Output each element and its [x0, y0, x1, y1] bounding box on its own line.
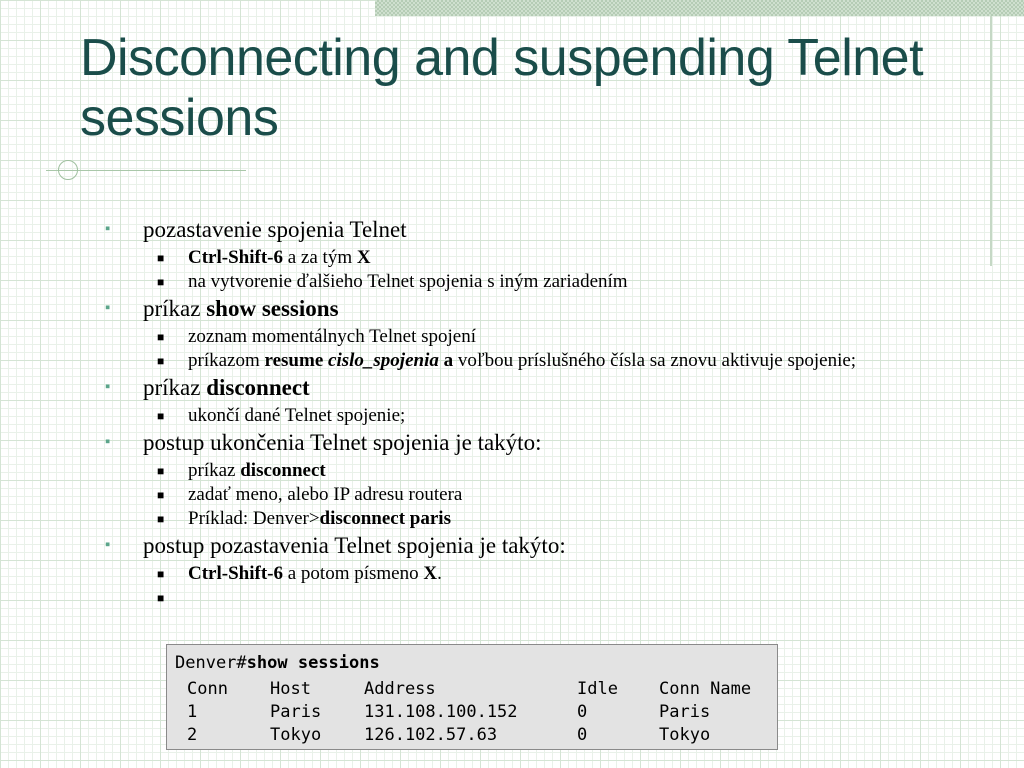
terminal-header-cell: Host: [270, 679, 311, 699]
terminal-row: [187, 702, 711, 724]
small-square-bullet-icon: ■: [157, 488, 165, 502]
bullet-text-segment: príkaz: [143, 296, 207, 321]
terminal-cell: 131.108.100.152: [364, 702, 518, 722]
terminal-cell: Paris: [659, 702, 711, 722]
square-bullet-icon: ▪: [105, 300, 111, 316]
square-bullet-icon: ▪: [105, 379, 111, 395]
bullet-text-segment: Príklad: Denver>: [188, 508, 320, 529]
square-bullet-icon: ▪: [105, 434, 111, 450]
terminal-header-cell: Address: [364, 679, 436, 699]
crosshair-circle-icon: [58, 160, 78, 180]
terminal-command: show sessions: [246, 653, 380, 673]
terminal-header-row: [187, 679, 752, 701]
bullet-item: [105, 374, 905, 402]
bullet-text-segment: postup ukončenia Telnet spojenia je takýto:: [143, 430, 542, 455]
terminal-header-cell: Conn Name: [659, 679, 752, 699]
small-square-bullet-icon: ■: [157, 567, 165, 581]
sub-bullet-item: [105, 564, 905, 584]
bullet-text-segment: resume: [264, 350, 329, 371]
small-square-bullet-icon: ■: [157, 275, 165, 289]
small-square-bullet-icon: ■: [157, 409, 165, 423]
bullet-text-segment: zoznam momentálnych Telnet spojení: [188, 326, 476, 347]
square-bullet-icon: ▪: [105, 221, 111, 237]
sub-bullet-item: [105, 327, 905, 347]
bullet-text-segment: a: [438, 350, 454, 371]
sub-bullet-item: [105, 509, 905, 529]
bullet-text-segment: disconnect: [240, 460, 326, 481]
bullet-text-segment: X: [423, 563, 438, 584]
terminal-cell: Tokyo: [659, 725, 711, 745]
sub-bullet-item: [105, 272, 905, 292]
decorative-top-band: [375, 0, 1024, 16]
terminal-header-cell: Idle: [577, 679, 618, 699]
bullet-text-segment: pozastavenie spojenia Telnet: [143, 217, 407, 242]
bullet-text-segment: príkaz: [143, 375, 207, 400]
bullet-item: [105, 295, 905, 323]
bullet-text-segment: na vytvorenie ďalšieho Telnet spojenia s iným zariadením: [188, 271, 628, 292]
bullet-text-segment: disconnect paris: [319, 508, 451, 529]
slide-title: Disconnecting and suspending Telnet sessions: [80, 29, 924, 147]
small-square-bullet-icon: ■: [157, 330, 165, 344]
terminal-cell: Tokyo: [270, 725, 322, 745]
terminal-cell: 0: [577, 702, 588, 722]
bullet-text-segment: disconnect: [206, 375, 310, 400]
bullet-list: [105, 214, 905, 605]
terminal-cell: 126.102.57.63: [364, 725, 498, 745]
terminal-cell: Paris: [270, 702, 322, 722]
bullet-text-segment: Ctrl-Shift-6: [188, 563, 283, 584]
bullet-text-segment: cislo_spojenia: [328, 350, 439, 371]
decorative-vertical-line: [990, 16, 992, 266]
small-square-bullet-icon: ■: [157, 464, 165, 478]
bullet-text-segment: Ctrl-Shift-6: [188, 247, 283, 268]
bullet-item: [105, 532, 905, 560]
bullet-text-segment: príkaz: [188, 460, 241, 481]
sub-bullet-item: [105, 461, 905, 481]
bullet-text-segment: zadať meno, alebo IP adresu routera: [188, 484, 463, 505]
bullet-text-segment: postup pozastavenia Telnet spojenia je takýto:: [143, 533, 566, 558]
small-square-bullet-icon: ■: [157, 591, 165, 605]
terminal-row: [187, 725, 711, 747]
sub-bullet-item: [105, 248, 905, 268]
bullet-text-segment: a potom písmeno: [282, 563, 424, 584]
bullet-text-segment: X: [356, 247, 371, 268]
terminal-prompt: Denver#: [175, 653, 247, 673]
small-square-bullet-icon: ■: [157, 251, 165, 265]
terminal-cell: 1: [187, 702, 198, 722]
bullet-item: [105, 216, 905, 244]
terminal-cell: 2: [187, 725, 198, 745]
terminal-command-line: [175, 653, 380, 673]
sub-bullet-item: [105, 485, 905, 505]
small-square-bullet-icon: ■: [157, 354, 165, 368]
square-bullet-icon: ▪: [105, 537, 111, 553]
terminal-output: [166, 644, 778, 750]
bullet-text-segment: show sessions: [206, 296, 339, 321]
bullet-text-segment: a za tým: [282, 247, 357, 268]
bullet-text-segment: .: [437, 563, 442, 584]
sub-bullet-item: [105, 351, 905, 371]
small-square-bullet-icon: ■: [157, 512, 165, 526]
bullet-text-segment: ukončí dané Telnet spojenie;: [188, 405, 406, 426]
sub-bullet-item: [105, 406, 905, 426]
terminal-cell: 0: [577, 725, 588, 745]
bullet-text-segment: príkazom: [188, 350, 265, 371]
terminal-header-cell: Conn: [187, 679, 228, 699]
bullet-text-segment: voľbou príslušného čísla sa znovu aktivuje spojenie;: [453, 350, 857, 371]
bullet-item: [105, 429, 905, 457]
